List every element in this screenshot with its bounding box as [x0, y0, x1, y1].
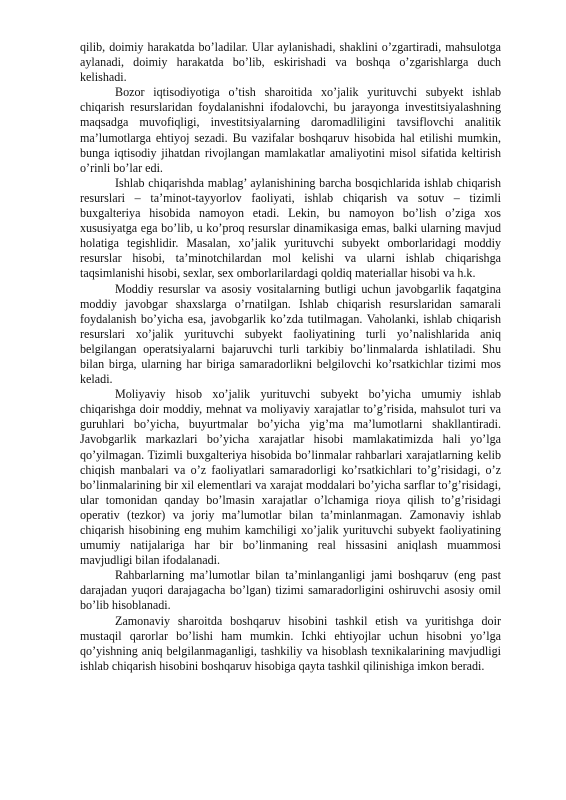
- paragraph-managers-information: Rahbarlarning ma’lumotlar bilan ta’minlanganligi jami boshqaruv (eng past darajadan yuqori darajagacha bo’lgan) tizimi samaradorligini oshiruvchi asosiy omil bo’lib hisoblanadi.: [80, 568, 501, 613]
- paragraph-financial-accounting: Moliyaviy hisob xo’jalik yurituvchi subyekt bo’yicha umumiy ishlab chiqarishga doir moddiy, mehnat va moliyaviy xarajatlar to’g’risida, mahsulot turi va guruhlari bo’yicha, buyurtmalar bo’yicha yig’ma ma’lumotlarni shakllantiradi. Javobgarlik markazlari bo’yicha xarajatlar hisobi mamlakatimizda hali yo’lga qo’yilmagan. Tizimli buxgalteriya hisobida bo’linmalar rahbarlari xarajatlarning kelib chiqish manbalari va o’z faoliyatlari samaradorligi ko’rsatkichlari to’g’risidagi, o’z bo’linmalarining bir xil elementlari va xarajat moddalari bo’yicha sarflar to’g’risidagi, ular tomonidan qanday bo’lmasin xarajatlar o’lchamiga rioya qilish to’g’risidagi operativ (tezkor) va joriy ma’lumotlar bilan ta’minlanmagan. Zamonaviy ishlab chiqarish hisobining eng muhim kamchiligi xo’jalik yurituvchi subyekt faoliyatining umumiy natijalariga har bir bo’linmaning real hissasini aniqlash muammosi mavjudligi bilan ifodalanadi.: [80, 387, 501, 568]
- paragraph-material-responsibility: Moddiy resurslar va asosiy vositalarning butligi uchun javobgarlik faqatgina moddiy javobgar shaxslarga o’rnatilgan. Ishlab chiqarish resurslaridan samarali foydalanish bo’yicha esa, javobgarlik ko’zda tutilmagan. Vaholanki, ishlab chiqarish resurslari xo’jalik yurituvchi subyekt faoliyatining turli yo’nalishlarida aniq belgilangan operatsiyalarni bajaruvchi turli tarkibiy bo’linmalarda ishlatiladi. Shu bilan birga, ularning har biriga samaradorlikni belgilovchi ko’rsatkichlar tizimi mos keladi.: [80, 281, 501, 387]
- paragraph-production-resources: Ishlab chiqarishda mablag’ aylanishining barcha bosqichlarida ishlab chiqarish resurslari – ta’minot-tayyorlov faoliyati, ishlab chiqarish va sotuv – tizimli buxgalteriya hisobida namoyon etadi. Lekin, bu namoyon bo’lish o’ziga xos xususiyatga ega bo’lib, u ko’proq resurslar dinamikasiga emas, balki ularning mavjud holatiga tegishlidir. Masalan, xo’jalik yurituvchi subyekt omborlaridagi moddiy resurslar hisobi, ta’minotchilardan mol kelishi va ularni ishlab chiqarishga taqsimlanishi hisobi, sexlar, sex omborlarilardagi qoldiq materiallar hisobi va h.k.: [80, 175, 501, 281]
- paragraph-market-economy: Bozor iqtisodiyotiga o’tish sharoitida xo’jalik yurituvchi subyekt ishlab chiqarish resurslaridan foydalanishni ifodalovchi, bu jarayonga investitsiyalashning maqsadga muvofiqligi, investitsiyalarning daromadliligini tavsiflovchi analitik ma’lumotlarga ehtiyoj sezadi. Bu vazifalar boshqaruv hisobida hal etilishi mumkin, bunga iqtisodiy jihatdan rivojlangan mamlakatlar amaliyotini misol sifatida keltirish o’rinli bo’lar edi.: [80, 85, 501, 175]
- paragraph-modern-conditions: Zamonaviy sharoitda boshqaruv hisobini tashkil etish va yuritishga doir mustaqil qarorlar bo’lishi ham mumkin. Ichki ehtiyojlar uchun hisobni yo’lga qo’yishning aniq belgilanmaganligi, tashkiliy va hisoblash texnikalarining mavjudligi ishlab chiqarish hisobini boshqaruv hisobiga qayta tashkil qilinishiga imkon beradi.: [80, 613, 501, 673]
- paragraph-continuation: qilib, doimiy harakatda bo’ladilar. Ular aylanishadi, shaklini o’zgartiradi, mahsulotga aylanadi, doimiy harakatda bo’lib, eskirishadi va boshqa o’zgarishlarga duch kelishadi.: [80, 40, 501, 85]
- document-page: [80, 40, 501, 674]
